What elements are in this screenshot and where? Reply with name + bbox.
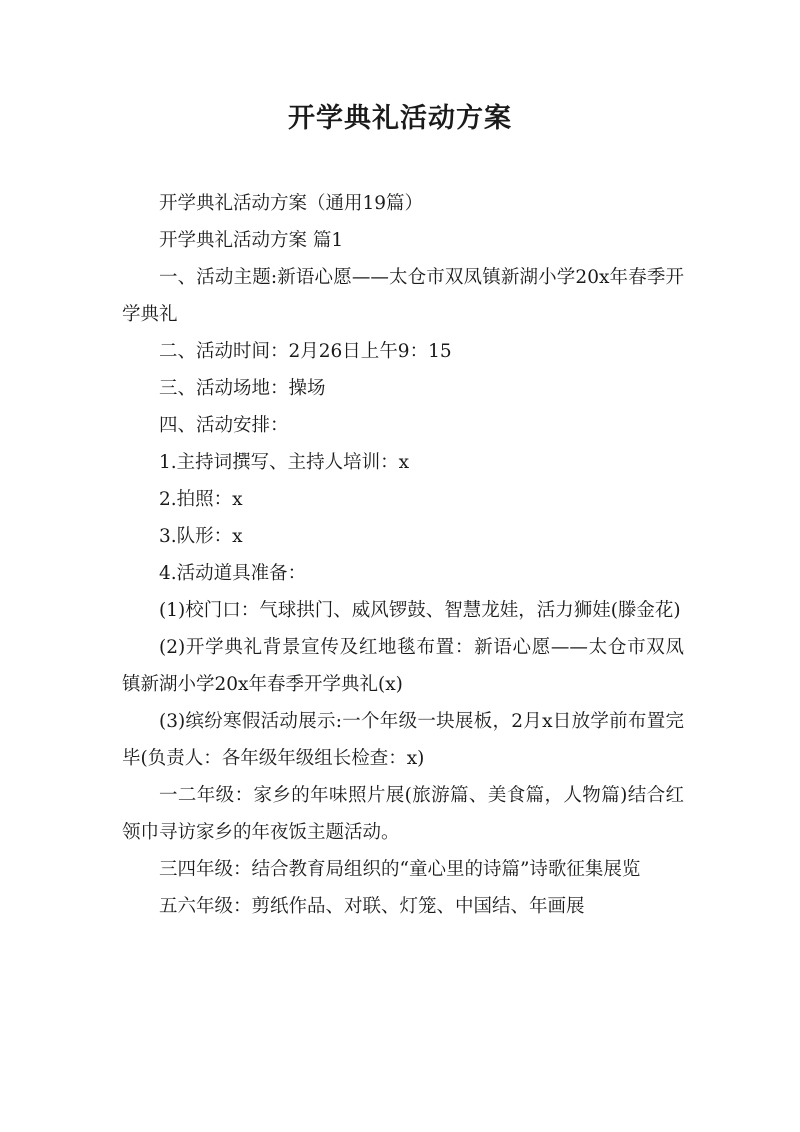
paragraph-arrangement: 四、活动安排： (159, 415, 289, 436)
paragraph-subitem-2: (2)开学典礼背景宣传及红地毯布置：新语心愿——太仓市双凤镇新湖小学20x年春季开学典礼(x) (122, 637, 684, 695)
paragraph-item-2: 2.拍照：x (159, 489, 243, 510)
paragraph-subitem-3: (3)缤纷寒假活动展示:一个年级一块展板，2月x日放学前布置完毕(负责人：各年级年级组长检查：x) (122, 711, 684, 769)
paragraph-subitem-1: (1)校门口：气球拱门、威风锣鼓、智慧龙娃，活力狮娃(滕金花) (159, 600, 681, 621)
paragraph-venue: 三、活动场地：操场 (159, 378, 326, 399)
paragraph-grade-1-2: 一二年级：家乡的年味照片展(旅游篇、美食篇，人物篇)结合红领巾寻访家乡的年夜饭主题活动。 (122, 785, 684, 843)
paragraph-grade-5-6: 五六年级：剪纸作品、对联、灯笼、中国结、年画展 (159, 896, 585, 917)
paragraph-item-3: 3.队形：x (159, 526, 243, 547)
paragraph-subtitle: 开学典礼活动方案（通用19篇） (159, 193, 424, 214)
paragraph-theme: 一、活动主题:新语心愿——太仓市双凤镇新湖小学20x年春季开学典礼 (122, 267, 684, 325)
paragraph-part-heading: 开学典礼活动方案 篇1 (159, 230, 344, 251)
document-body (122, 185, 684, 925)
document-title: 开学典礼活动方案 (288, 103, 512, 134)
paragraph-item-1: 1.主持词撰写、主持人培训：x (159, 452, 410, 473)
paragraph-time: 二、活动时间：2月26日上午9：15 (159, 341, 452, 362)
paragraph-item-4: 4.活动道具准备： (159, 563, 307, 584)
paragraph-grade-3-4: 三四年级：结合教育局组织的“童心里的诗篇”诗歌征集展览 (159, 859, 641, 880)
